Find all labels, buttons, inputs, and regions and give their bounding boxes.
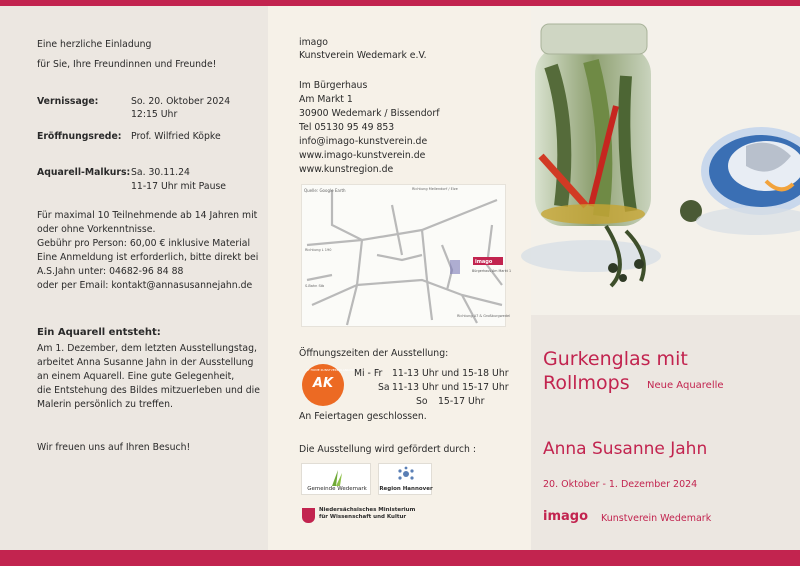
section-line: die Entstehung des Bildes mitzuerleben und die <box>37 385 260 396</box>
map-label-west: Richtung L 190 <box>305 248 332 252</box>
sponsor1-label: Gemeinde Wedemark <box>307 486 367 492</box>
sponsor-heading: Die Ausstellung wird gefördert durch : <box>299 444 477 455</box>
phone-line: Tel 05130 95 49 853 <box>299 122 395 133</box>
map-source: Quelle: Google Earth <box>304 188 346 193</box>
info-line: Eine Anmeldung ist erforderlich, bitte direkt bei <box>37 252 259 263</box>
hours-time: 11-13 Uhr und 15-18 Uhr <box>392 368 509 379</box>
org-logo-text: imago <box>543 509 589 524</box>
opening-label: Eröffnungsrede: <box>37 131 122 142</box>
section-line: an einem Aquarell. Eine gute Gelegenheit, <box>37 371 235 382</box>
hours-day: Sa <box>378 382 390 393</box>
website-line: www.imago-kunstverein.de <box>299 150 426 161</box>
sponsor-logo-region <box>378 463 432 495</box>
watercolor-painting <box>531 6 800 315</box>
course-time: 11-17 Uhr mit Pause <box>131 181 227 192</box>
greeting-line-1: Eine herzliche Einladung <box>37 39 152 50</box>
hours-time: 11-13 Uhr und 15-17 Uhr <box>392 382 509 393</box>
address-line: Am Markt 1 <box>299 94 353 105</box>
badge-text: AK <box>312 376 334 391</box>
course-label: Aquarell-Malkurs: <box>37 167 131 178</box>
section-line: Am 1. Dezember, dem letzten Ausstellungstag, <box>37 343 257 354</box>
org-name: imago <box>299 37 328 48</box>
email-line: info@imago-kunstverein.de <box>299 136 428 147</box>
map-venue-note: Bürgerhaus Am Markt 1 <box>472 269 512 273</box>
bottom-accent-bar <box>0 550 800 566</box>
opening-speaker: Prof. Wilfried Köpke <box>131 131 221 142</box>
artist-name: Anna Susanne Jahn <box>543 439 708 459</box>
holiday-note: An Feiertagen geschlossen. <box>299 411 427 422</box>
title-line-1: Gurkenglas mit <box>543 348 688 370</box>
vernissage-label: Vernissage: <box>37 96 99 107</box>
info-line: A.S.Jahn unter: 04682-96 84 88 <box>37 266 184 277</box>
section-line: Malerin persönlich zu treffen. <box>37 399 173 410</box>
address-line: Im Bürgerhaus <box>299 80 368 91</box>
vernissage-date: So. 20. Oktober 2024 <box>131 96 231 107</box>
map-label-east: Richtung A7 & Großburgwedel <box>457 314 511 318</box>
map-label-sbahn: S-Bahn Stb <box>305 284 325 288</box>
address-line: 30900 Wedemark / Bissendorf <box>299 108 440 119</box>
sponsor-logo-wedemark <box>301 463 371 495</box>
hours-heading: Öffnungszeiten der Ausstellung: <box>299 348 449 359</box>
pickle-jar-illustration <box>531 6 800 315</box>
subtitle: Neue Aquarelle <box>647 380 724 391</box>
info-line: oder ohne Vorkenntnisse. <box>37 224 156 235</box>
hours-time: 15-17 Uhr <box>438 396 485 407</box>
website-line: www.kunstregion.de <box>299 164 394 175</box>
vernissage-time: 12:15 Uhr <box>131 109 178 120</box>
course-date: Sa. 30.11.24 <box>131 167 190 178</box>
greeting-line-2: für Sie, Ihre Freundinnen und Freunde! <box>37 59 217 70</box>
sponsor3-line1: Niedersächsisches Ministerium <box>319 507 416 513</box>
map-venue-tag: imago <box>475 259 493 265</box>
kunstverein-badge-icon <box>302 364 357 406</box>
badge-arc-text: AT HOME KUNSTVEREIN ANKUNFT <box>306 368 357 372</box>
right-panel <box>531 6 800 550</box>
title-line-2: Rollmops <box>543 372 630 394</box>
org-logo-sub: Kunstverein Wedemark <box>601 513 712 524</box>
location-map <box>301 184 512 327</box>
street-map-drawing <box>302 185 512 328</box>
exhibition-dates: 20. Oktober - 1. Dezember 2024 <box>543 479 698 490</box>
middle-panel <box>268 6 531 550</box>
hours-day: Mi - Fr <box>354 368 383 379</box>
section-line: arbeitet Anna Susanne Jahn in der Ausstellung <box>37 357 254 368</box>
org-full-name: Kunstverein Wedemark e.V. <box>299 50 427 61</box>
closing-line: Wir freuen uns auf Ihren Besuch! <box>37 442 191 453</box>
left-panel <box>0 6 268 550</box>
info-line: Gebühr pro Person: 60,00 € inklusive Material <box>37 238 251 249</box>
hours-day: So <box>416 396 428 407</box>
sponsor3-line2: für Wissenschaft und Kultur <box>319 514 407 520</box>
map-label-north: Richtung Mellendorf / Elze <box>412 187 458 191</box>
sponsor2-label: Region Hannover <box>379 486 433 492</box>
info-line-email: oder per Email: kontakt@annasusannejahn.de <box>37 280 253 291</box>
section-heading: Ein Aquarell entsteht: <box>37 327 161 338</box>
info-line: Für maximal 10 Teilnehmende ab 14 Jahren mit <box>37 210 258 221</box>
niedersachsen-crest-icon <box>302 508 315 523</box>
